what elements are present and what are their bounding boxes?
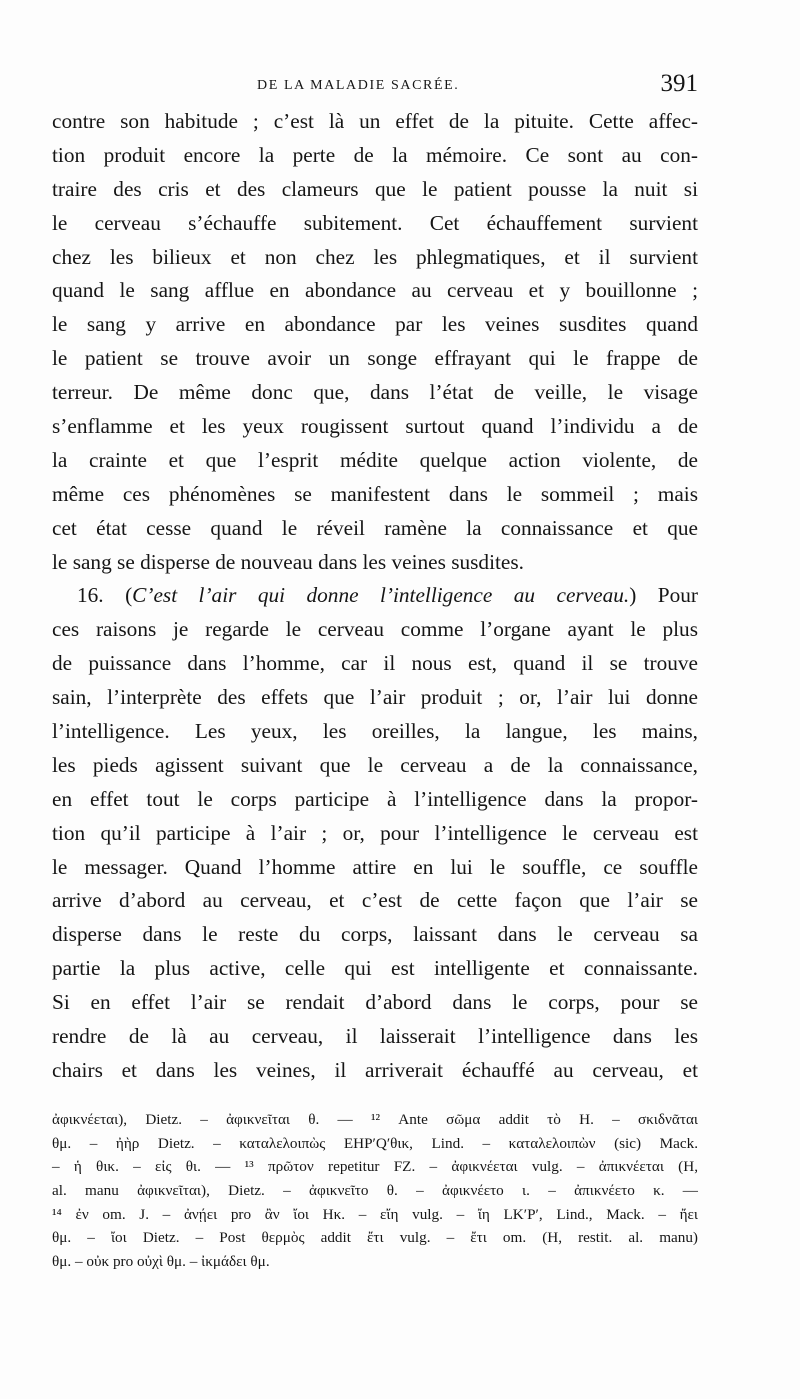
text-line: le patient se trouve avoir un songe effrayant qui le frappe de: [52, 346, 698, 371]
section-continuation: ) Pour: [629, 583, 698, 608]
text-line: en effet tout le corps participe à l’intelligence dans la propor-: [52, 786, 698, 811]
note-line: θμ. – ἠὴρ Dietz. – καταλελοιπὼς EHP′Q′θικ, Lind. – καταλελοιπὼν (sic) Mack.: [52, 1134, 698, 1152]
text-line: partie la plus active, celle qui est intelligente et connaissante.: [52, 956, 698, 981]
note-line: ¹⁴ ἐν om. J. – ἀνῄει pro ἂν ἴοι Hκ. – εἴη vulg. – ἴη LK′P′, Lind., Mack. – ἤει: [52, 1205, 698, 1223]
text-line: la crainte et que l’esprit médite quelque action violente, de: [52, 447, 698, 472]
main-text: [52, 105, 698, 1088]
note-line: al. manu ἀφικνεῖται), Dietz. – ἀφικνεῖτο θ. – ἀφικνέετο ι. – ἀπικνέετο κ. —: [52, 1182, 698, 1200]
text-line: les pieds agissent suivant que le cerveau a de la connaissance,: [52, 752, 698, 777]
text-line: rendre de là au cerveau, il laisserait l’intelligence dans les: [52, 1024, 698, 1049]
note-line: θμ. – οὐκ pro οὐχὶ θμ. – ἰκμάδει θμ.: [52, 1253, 270, 1271]
text-line: ces raisons je regarde le cerveau comme l’organe ayant le plus: [52, 617, 698, 642]
text-line: traire des cris et des clameurs que le patient pousse la nuit si: [52, 176, 698, 201]
text-line: chez les bilieux et non chez les phlegmatiques, et il survient: [52, 244, 698, 269]
section-number: 16.: [77, 583, 104, 608]
critical-apparatus: [52, 1108, 698, 1274]
text-line: terreur. De même donc que, dans l’état de veille, le visage: [52, 380, 698, 405]
text-line: tion qu’il participe à l’air ; or, pour l’intelligence le cerveau est: [52, 820, 698, 845]
text-line: arrive d’abord au cerveau, et c’est de cette façon que l’air se: [52, 888, 698, 913]
note-line: θμ. – ἴοι Dietz. – Post θερμὸς addit ἔτι vulg. – ἔτι om. (H, restit. al. manu): [52, 1229, 698, 1247]
running-title: DE LA MALADIE SACRÉE.: [257, 78, 460, 93]
page-header: [52, 72, 698, 102]
text-line: le cerveau s’échauffe subitement. Cet échauffement survient: [52, 210, 698, 235]
text-line: contre son habitude ; c’est là un effet de la pituite. Cette affec-: [52, 109, 698, 133]
text-line: s’enflamme et les yeux rougissent surtout quand l’individu a de: [52, 414, 698, 439]
text-line: le sang se disperse de nouveau dans les veines susdites.: [52, 549, 524, 574]
text-line: l’intelligence. Les yeux, les oreilles, la langue, les mains,: [52, 719, 698, 744]
section-heading-line: [52, 579, 698, 613]
text-line: quand le sang afflue en abondance au cerveau et y bouillonne ;: [52, 278, 698, 303]
note-line: – ἡ θικ. – εἰς θι. — ¹³ πρῶτον repetitur FZ. – ἀφικνέεται vulg. – ἀπικνέεται (H,: [52, 1158, 698, 1176]
text-line: le sang y arrive en abondance par les veines susdites quand: [52, 312, 698, 337]
text-line: même ces phénomènes se manifestent dans le sommeil ; mais: [52, 481, 698, 506]
page-number: 391: [660, 70, 698, 97]
text-line: le messager. Quand l’homme attire en lui le souffle, ce souffle: [52, 854, 698, 879]
text-line: sain, l’interprète des effets que l’air produit ; or, l’air lui donne: [52, 685, 698, 710]
section-title: C’est l’air qui donne l’intelligence au cerveau.: [132, 583, 630, 608]
text-line: disperse dans le reste du corps, laissant dans le cerveau sa: [52, 922, 698, 947]
text-line: chairs et dans les veines, il arriverait échauffé au cerveau, et: [52, 1057, 698, 1082]
text-line: Si en effet l’air se rendait d’abord dans le corps, pour se: [52, 990, 698, 1015]
text-line: de puissance dans l’homme, car il nous est, quand il se trouve: [52, 651, 698, 676]
text-line: tion produit encore la perte de la mémoire. Ce sont au con-: [52, 142, 698, 167]
note-line: ἀφικνέεται), Dietz. – ἀφικνεῖται θ. — ¹² Ante σῶμα addit τὸ H. – σκιδνᾶται: [52, 1111, 698, 1128]
text-line: cet état cesse quand le réveil ramène la connaissance et que: [52, 515, 698, 540]
section-open-paren: (: [125, 583, 133, 608]
